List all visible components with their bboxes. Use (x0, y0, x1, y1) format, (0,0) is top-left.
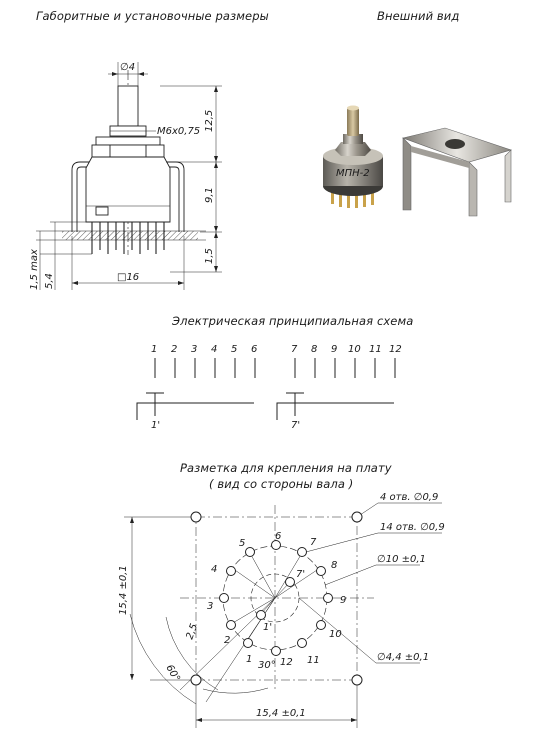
marking-labels (118, 492, 445, 719)
pin-label-4: 4 (211, 344, 218, 355)
product-photo (315, 98, 515, 228)
appearance-header: Внешний вид (377, 9, 460, 23)
ring-label-4: 4 (211, 564, 218, 575)
pin-hole-7prime (286, 578, 295, 587)
corner-hole-tr (352, 512, 362, 522)
pin-hole-9 (324, 594, 333, 603)
ring-label-5: 5 (239, 538, 246, 549)
marking-header: Разметка для крепления на плату (180, 461, 392, 475)
circle-10-label: ∅10 ±0,1 (377, 554, 426, 565)
pin-hole-8 (317, 567, 326, 576)
pin-label-7: 7 (291, 344, 298, 355)
bracket-illustration (403, 128, 511, 216)
outer-holes-label: 4 отв. ∅0,9 (380, 492, 439, 503)
pin-label-11: 11 (369, 344, 382, 355)
corner-hole-tl (191, 512, 201, 522)
pin-label-2: 2 (171, 344, 178, 355)
angle-30-label: 30° (258, 660, 276, 671)
dim-12-5-label: 12,5 (204, 109, 215, 132)
step-2-5-label: 2,5 (184, 622, 201, 642)
pin-label-8: 8 (311, 344, 318, 355)
pin-label-10: 10 (348, 344, 361, 355)
dims-header: Габоритные и установочные размеры (36, 9, 269, 23)
dimension-drawing (36, 62, 222, 290)
pin-hole-11 (298, 639, 307, 648)
corner-hole-br (352, 675, 362, 685)
pin-hole-1 (244, 639, 253, 648)
pin-hole-3 (220, 594, 229, 603)
pin-hole-12 (272, 647, 281, 656)
inner-label-1prime: 1' (263, 622, 273, 633)
angle-60-label: 60° (163, 663, 182, 684)
pin-hole-5 (246, 548, 255, 557)
pin-holes-label: 14 отв. ∅0,9 (380, 522, 445, 533)
inner-label-7prime: 7' (296, 569, 306, 580)
switch-illustration (323, 106, 383, 209)
pin-label-12: 12 (389, 344, 402, 355)
dim-1-5-max-label: 1,5 max (29, 249, 40, 290)
schematic (137, 358, 395, 420)
horizontal-dim-label: 15,4 ±0,1 (256, 708, 306, 719)
ring-label-6: 6 (275, 531, 282, 542)
ring-label-2: 2 (224, 635, 231, 646)
pin-label-3: 3 (191, 344, 198, 355)
ring-label-12: 12 (280, 657, 293, 668)
schematic-pin-labels (151, 344, 402, 431)
common-label-1prime: 1' (151, 420, 161, 431)
marking-drawing (124, 503, 442, 728)
pin-hole-2 (227, 621, 236, 630)
circle-4-4-label: ∅4,4 ±0,1 (377, 652, 430, 663)
marking-subheader: ( вид со стороны вала ) (209, 477, 354, 491)
dim-5-4-label: 5,4 (44, 273, 55, 289)
pin-label-1: 1 (151, 344, 158, 355)
dim-1-5-label: 1,5 (204, 248, 215, 264)
pin-label-5: 5 (231, 344, 238, 355)
thread-label: M6x0,75 (157, 126, 201, 137)
ring-label-11: 11 (307, 655, 320, 666)
pin-label-6: 6 (251, 344, 258, 355)
pin-label-9: 9 (331, 344, 338, 355)
dim-9-1-label: 9,1 (204, 187, 215, 203)
ring-label-9: 9 (340, 595, 347, 606)
product-label: МПН-2 (336, 168, 370, 179)
ring-label-8: 8 (331, 560, 338, 571)
corner-hole-bl (191, 675, 201, 685)
width-16-label: □16 (117, 272, 140, 283)
shaft-diameter-label: ∅4 (120, 62, 136, 73)
schematic-header: Электрическая принципиальная схема (172, 314, 414, 328)
pin-hole-7 (298, 548, 307, 557)
pin-hole-1prime (257, 611, 266, 620)
pin-hole-4 (227, 567, 236, 576)
ring-label-1: 1 (246, 654, 253, 665)
common-label-7prime: 7' (291, 420, 301, 431)
ring-label-10: 10 (329, 629, 342, 640)
ring-label-3: 3 (207, 601, 214, 612)
pin-hole-10 (317, 621, 326, 630)
vertical-dim-label: 15,4 ±0,1 (118, 565, 129, 615)
ring-label-7: 7 (310, 537, 317, 548)
